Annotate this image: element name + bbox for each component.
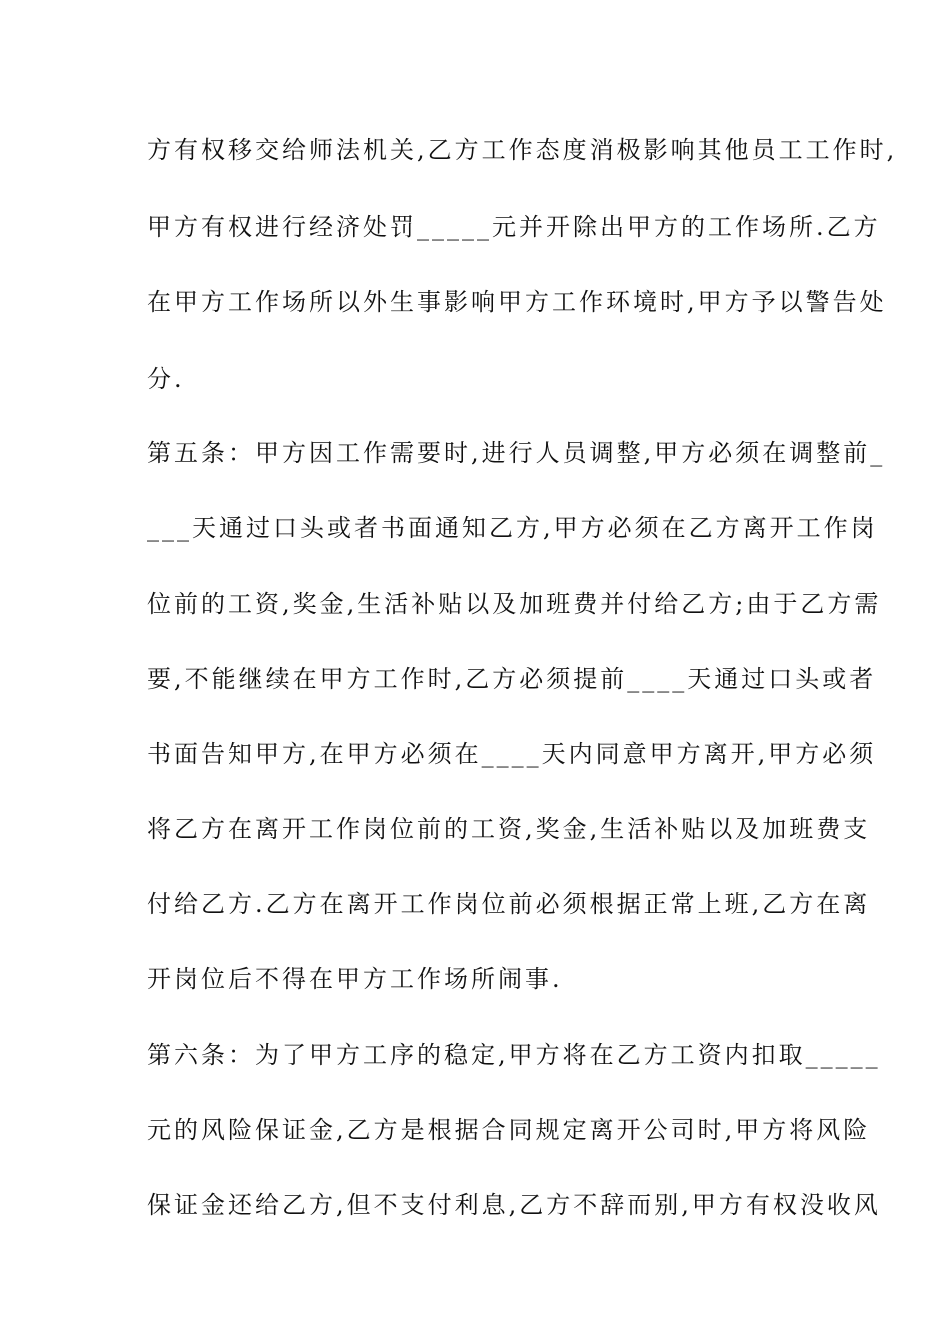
article-five-heading-line: 第五条：甲方因工作需要时,进行人员调整,甲方必须在调整前_ [147, 439, 886, 467]
text-line: 书面告知甲方,在甲方必须在____天内同意甲方离开,甲方必须 [147, 740, 877, 768]
text-line: 要,不能继续在甲方工作时,乙方必须提前____天通过口头或者 [147, 665, 877, 693]
text-line: 元的风险保证金,乙方是根据合同规定离开公司时,甲方将风险 [147, 1116, 871, 1144]
text-line: 保证金还给乙方,但不支付利息,乙方不辞而别,甲方有权没收风 [147, 1191, 881, 1219]
text-line: 位前的工资,奖金,生活补贴以及加班费并付给乙方;由于乙方需 [147, 590, 882, 618]
text-line: 开岗位后不得在甲方工作场所闹事. [147, 965, 563, 993]
text-line: 将乙方在离开工作岗位前的工资,奖金,生活补贴以及加班费支 [147, 815, 871, 843]
text-line: 付给乙方.乙方在离开工作岗位前必须根据正常上班,乙方在离 [147, 890, 871, 918]
text-line: ___天通过口头或者书面通知乙方,甲方必须在乙方离开工作岗 [147, 514, 878, 542]
text-line: 分. [147, 365, 185, 393]
text-line: 甲方有权进行经济处罚_____元并开除出甲方的工作场所.乙方 [147, 213, 881, 241]
text-line: 方有权移交给师法机关,乙方工作态度消极影响其他员工工作时, [147, 136, 898, 164]
article-six-heading-line: 第六条：为了甲方工序的稳定,甲方将在乙方工资内扣取_____ [147, 1041, 881, 1069]
text-line: 在甲方工作场所以外生事影响甲方工作环境时,甲方予以警告处 [147, 288, 887, 316]
